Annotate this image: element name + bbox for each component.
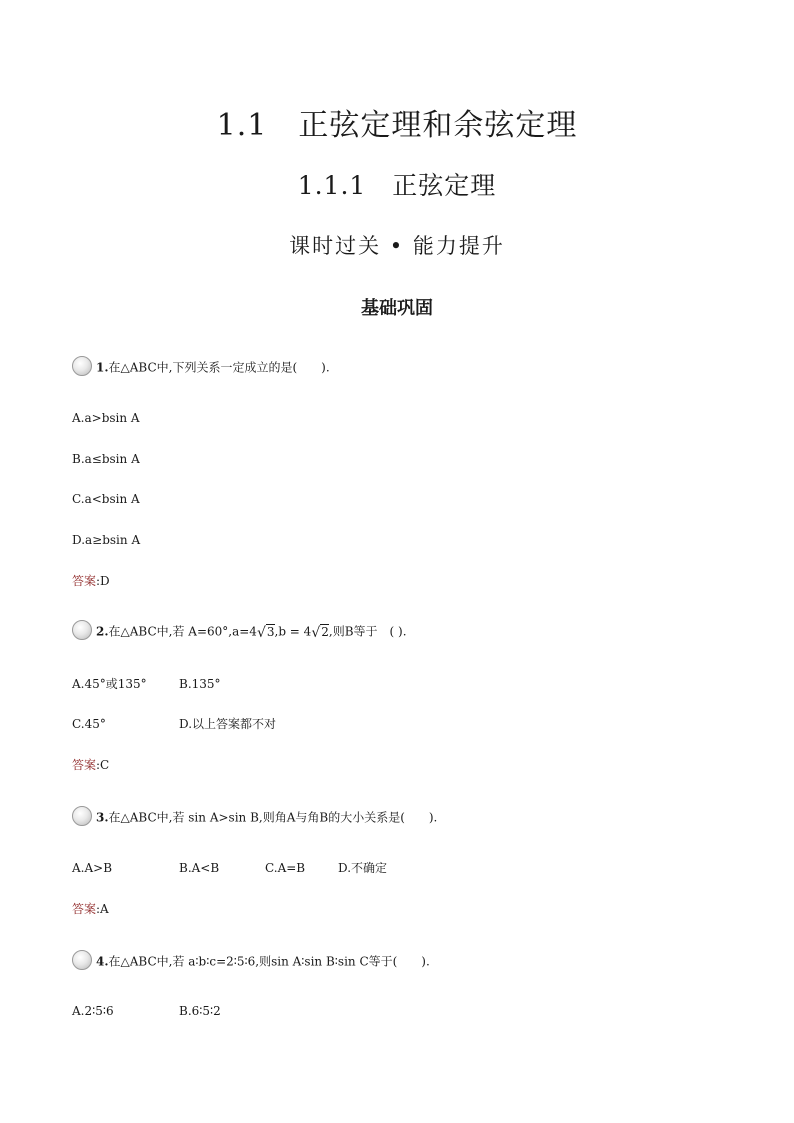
question-1 <box>72 358 330 378</box>
option-d: D.以上答案都不对 <box>179 717 277 731</box>
question-2 <box>72 622 407 642</box>
sqrt-symbol: √3 <box>256 624 275 641</box>
question-number: 3. <box>96 810 109 825</box>
sqrt-symbol: √2 <box>311 624 329 641</box>
subsection-title: 基础巩固 <box>361 298 433 319</box>
option-a: A.2∶5∶6 <box>72 1004 114 1018</box>
circle-bullet-icon <box>72 356 92 376</box>
question-4 <box>72 952 430 972</box>
option-b: B.6∶5∶2 <box>179 1004 221 1018</box>
option-b: B.A<B <box>179 861 220 875</box>
option-c: C.45° <box>72 717 106 731</box>
question-text: 在△ABC中,若 a∶b∶c=2∶5∶6,则sin A∶sin B∶sin C等于( ). <box>108 954 430 969</box>
question-number: 1. <box>96 360 109 375</box>
answer-line <box>72 757 109 773</box>
option-a: A.A>B <box>72 861 113 875</box>
answer-label: 答案 <box>72 758 97 772</box>
question-text: 在△ABC中,若 sin A>sin B,则角A与角B的大小关系是( ). <box>108 810 438 825</box>
option-c: C.A=B <box>265 861 306 875</box>
chapter-title: 1.1 正弦定理和余弦定理 <box>216 108 578 143</box>
sqrt-radicand: 3 <box>266 624 275 639</box>
option-a: A.45°或135° <box>72 677 147 691</box>
answer-label: 答案 <box>72 574 97 588</box>
question-3 <box>72 808 437 828</box>
option-b: B.135° <box>179 677 221 691</box>
answer-value: :C <box>96 758 110 772</box>
circle-bullet-icon <box>72 950 92 970</box>
exercise-banner: 课时过关 • 能力提升 <box>289 234 505 258</box>
circle-bullet-icon <box>72 806 92 826</box>
question-number: 2. <box>96 624 109 639</box>
question-text: 在△ABC中,下列关系一定成立的是( ). <box>108 360 330 375</box>
option-a: A.a>bsin A <box>72 411 140 425</box>
answer-value: :A <box>96 902 109 916</box>
answer-line <box>72 573 110 589</box>
option-c: C.a<bsin A <box>72 492 140 506</box>
option-d: D.不确定 <box>338 861 388 875</box>
answer-value: :D <box>96 574 110 588</box>
question-number: 4. <box>96 954 109 969</box>
question-text-pre: 在△ABC中,若 A=60°,a=4 <box>108 624 257 639</box>
answer-label: 答案 <box>72 902 97 916</box>
sqrt-radicand: 2 <box>321 624 329 639</box>
section-title: 1.1.1 正弦定理 <box>297 171 497 200</box>
option-b: B.a≤bsin A <box>72 452 140 466</box>
option-d: D.a≥bsin A <box>72 533 141 547</box>
circle-bullet-icon <box>72 620 92 640</box>
question-text-post: ,则B等于 ( ). <box>328 624 407 639</box>
answer-line <box>72 901 109 917</box>
question-text-mid: ,b = 4 <box>274 624 312 639</box>
